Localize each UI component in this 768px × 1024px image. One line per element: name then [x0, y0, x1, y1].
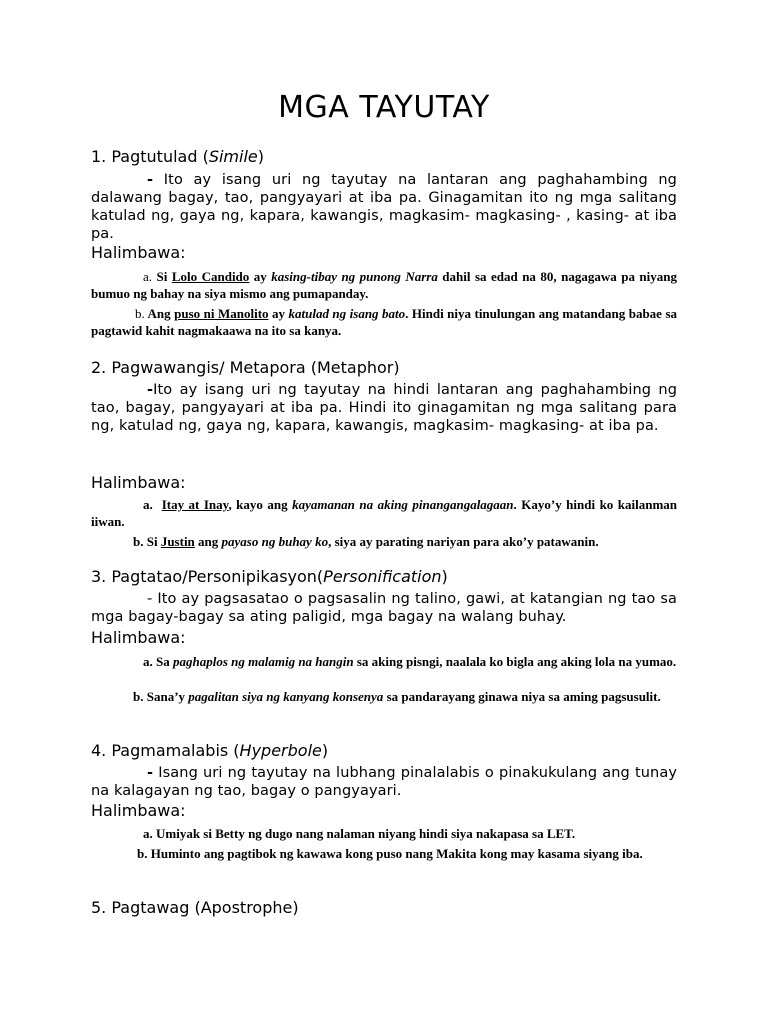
section-number: 5. [91, 898, 107, 917]
example-figure: kasing-tibay ng punong Narra [271, 269, 438, 284]
section-english-term: Simile [208, 147, 258, 166]
example-figure: kayamanan na aking pinangangalagaan [292, 497, 514, 512]
example-figure: payaso ng buhay ko [221, 534, 329, 549]
halimbawa-label: Halimbawa: [91, 243, 186, 262]
dash: - [147, 382, 154, 398]
example-text: Umiyak si Betty ng dugo nang nalaman niyang hindi siya nakapasa sa LET. [156, 826, 576, 841]
halimbawa-label: Halimbawa: [91, 628, 186, 647]
section-english-term: Hyperbole [239, 741, 322, 760]
example-letter: b. [133, 689, 144, 704]
section-4-heading [91, 741, 328, 760]
example-letter: a. [143, 497, 153, 512]
example-text: Huminto ang pagtibok ng kawawa kong puso nang Makita kong may kasama siyang iba. [150, 846, 643, 861]
section-name: Pagtutulad ( [111, 147, 209, 166]
example-text: . Hindi niya tinulungan ang matandang babae sa pagtawid kahit nagmakaawa na ito sa kanya. [91, 306, 677, 338]
example-1a [91, 268, 677, 302]
example-text: . Kayo’y hindi ko kailanman iiwan. [91, 497, 678, 529]
section-name: Pagtawag (Apostrophe) [111, 898, 299, 917]
section-paren: ) [257, 147, 264, 166]
example-2b [91, 533, 677, 550]
section-paren: ) [321, 741, 329, 760]
section-name: Pagwawangis/ Metapora (Metaphor) [111, 358, 400, 377]
example-underlined: Justin [160, 534, 195, 549]
description-text: Isang uri ng tayutay na lubhang pinalalabis o pinakukulang ang tunay na kalagayan ng tao, bagay o pangyayari. [91, 765, 677, 799]
dash: - [147, 765, 154, 781]
section-2-heading [91, 358, 400, 377]
example-text: dahil sa edad na 80, nagagawa pa niyang bumuo ng bahay na siya mismo ang pumapanday. [91, 269, 678, 301]
example-text: sa pandarayang ginawa niya sa aming pagsusulit. [383, 689, 661, 704]
example-letter: a. [143, 654, 153, 669]
example-4b [91, 845, 677, 862]
halimbawa-label: Halimbawa: [91, 801, 186, 820]
example-figure: paghaplos ng malamig na hangin [172, 654, 354, 669]
example-text: ay [249, 269, 272, 284]
section-number: 2. [91, 358, 107, 377]
example-2a [91, 496, 677, 530]
halimbawa-label: Halimbawa: [91, 473, 186, 492]
example-3a [91, 653, 677, 670]
section-5-heading [91, 898, 299, 917]
example-4a [91, 825, 677, 842]
example-text: ang [194, 534, 222, 549]
description-text: Ito ay isang uri ng tayutay na hindi lantaran ang paghahambing ng tao, bagay, pangyayari at iba pa. Hindi ito ginagamitan ng mga salitang para ng, katulad ng, gaya ng, kapara, kawangis, magkasim- magkasing- at iba pa. [91, 382, 677, 434]
example-underlined: Lolo Candido [171, 269, 250, 284]
section-1-heading [91, 147, 264, 166]
example-1b [91, 305, 677, 339]
description-text: Ito ay isang uri ng tayutay na lantaran ang paghahambing ng dalawang bagay, tao, pangyayari at iba pa. Ginagamitan ito ng mga salitang katulad ng, gaya ng, kapara, kawangis, magkasim- magkasing- , kasing- at iba pa. [91, 172, 677, 242]
dash: - [147, 172, 154, 188]
example-letter: b. [137, 846, 148, 861]
section-number: 3. [91, 567, 107, 586]
section-2-description [91, 381, 677, 435]
section-name: Pagmamalabis ( [111, 741, 240, 760]
example-letter: b. [135, 306, 145, 321]
section-3-heading [91, 567, 448, 586]
example-text: Sana’y [146, 689, 189, 704]
example-3b [91, 688, 677, 705]
example-letter: a. [143, 826, 153, 841]
example-text: Ang [147, 306, 175, 321]
example-underlined: puso ni Manolito [174, 306, 269, 321]
example-figure: pagalitan siya ng kanyang konsenya [188, 689, 384, 704]
example-text: Si [146, 534, 161, 549]
section-paren: ) [441, 567, 448, 586]
section-4-description [91, 764, 677, 800]
section-number: 1. [91, 147, 107, 166]
example-text: , siya ay parating nariyan para ako’y patawanin. [328, 534, 599, 549]
example-figure: katulad ng isang bato [288, 306, 406, 321]
example-underlined: Itay at Inay [161, 497, 229, 512]
section-1-description [91, 171, 677, 243]
section-name: Pagtatao/Personipikasyon( [111, 567, 324, 586]
page-title: MGA TAYUTAY [278, 90, 490, 125]
section-english-term: Personification [323, 567, 442, 586]
example-letter: b. [133, 534, 144, 549]
description-text: - Ito ay pagsasatao o pagsasalin ng talino, gawi, at katangian ng tao sa mga bagay-bagay sa ating paligid, mga bagay na walang buhay. [91, 591, 677, 625]
section-3-description [91, 590, 677, 626]
example-text: Si [156, 269, 172, 284]
section-number: 4. [91, 741, 107, 760]
example-text: ay [268, 306, 289, 321]
example-text: sa aking pisngi, naalala ko bigla ang aking lola na yumao. [353, 654, 677, 669]
example-text: Sa [156, 654, 173, 669]
example-letter: a. [143, 269, 153, 284]
example-text: , kayo ang [228, 497, 293, 512]
